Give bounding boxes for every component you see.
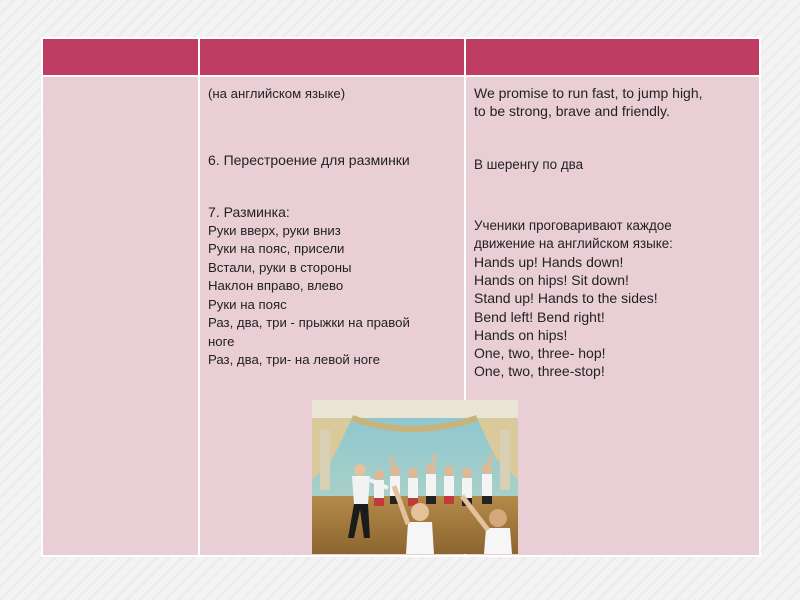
students-note: Ученики проговаривают каждое [474,217,672,233]
warmup-line: Раз, два, три - прыжки на правой [208,315,410,330]
header-cell-2 [199,38,465,76]
command-line: Hands on hips! [474,326,568,343]
table-header-row [42,38,760,76]
students-note: движение на английском языке: [474,235,673,251]
section-7-title: 7. Разминка: [208,204,290,220]
warmup-line: ноге [208,333,235,349]
warmup-line: Наклон вправо, влево [208,278,344,293]
gym-class-photo [312,400,518,554]
gym-photo-svg [312,400,518,554]
formation-text: В шеренгу по два [474,157,584,173]
header-cell-1 [42,38,199,76]
header-cell-3 [465,38,760,76]
command-line: One, two, three-stop! [474,363,605,380]
promise-line: to be strong, brave and friendly. [474,103,670,120]
warmup-line: Руки на пояс, присели [208,241,345,256]
command-line: Hands on hips! Sit down! [474,272,629,289]
command-line: Hands up! Hands down! [474,254,624,271]
lang-note: (на английском языке) [208,86,346,101]
command-line: Bend left! Bend right! [474,308,605,325]
warmup-line: Раз, два, три- на левой ноге [208,352,380,367]
warmup-line: Руки на пояс [208,296,287,312]
command-line: One, two, three- hop! [474,345,606,362]
empty-cell [42,76,199,556]
warmup-line: Руки вверх, руки вниз [208,222,341,238]
promise-line: We promise to run fast, to jump high, [474,85,703,101]
section-6-title: 6. Перестроение для разминки [208,151,410,168]
warmup-line: Встали, руки в стороны [208,259,352,275]
command-line: Stand up! Hands to the sides! [474,290,658,307]
